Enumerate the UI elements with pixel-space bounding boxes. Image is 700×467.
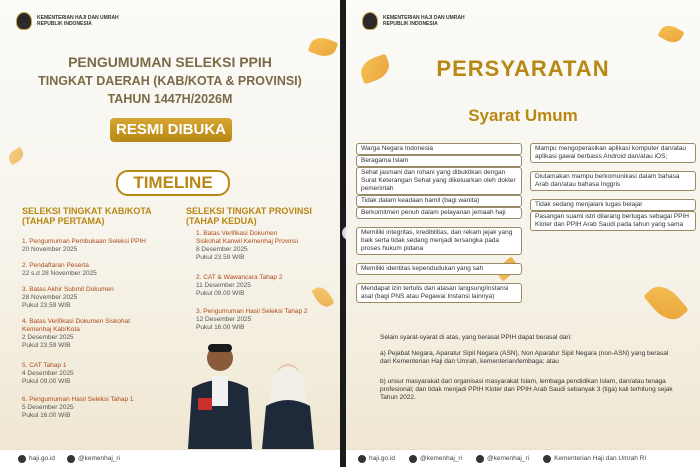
additional-point-b: b) unsur masyarakat dari organisasi masyarakat Islam, lembaga pendidikan Islam, dan/atau tenaga profesional; dan tidak menjadi PPIH Kloter dan PPIH Arab Saudi sebanyak 3 (tiga) kali terhitung sejak Tahun 2022. <box>380 378 673 401</box>
requirements-panel <box>346 0 700 467</box>
footer-bar <box>0 449 340 467</box>
youtube-channel[interactable]: Kementerian Haji dan Umrah RI <box>543 455 646 463</box>
website-link[interactable]: haji.go.id <box>358 455 395 463</box>
ministry-emblem-icon <box>362 12 378 30</box>
ministry-header <box>16 12 119 30</box>
list-item: 5. CAT Tahap 1 4 Desember 2025 Pukul 09.00 WIB <box>22 362 74 385</box>
ministry-country: REPUBLIK INDONESIA <box>37 21 92 27</box>
requirement-item: Warga Negara Indonesia <box>356 143 522 155</box>
instagram-icon <box>67 455 75 463</box>
open-badge: RESMI DIBUKA <box>110 118 232 142</box>
leaf-decoration <box>311 284 334 310</box>
list-item: 3. Pengumuman Hasil Seleksi Tahap 2 12 Desember 2025 Pukul 16.00 WIB <box>196 308 308 331</box>
announcement-panel <box>0 0 340 467</box>
globe-icon <box>18 455 26 463</box>
requirement-item: Tidak dalam keadaan hamil (bagi wanita) <box>356 195 522 207</box>
announcement-year: TAHUN 1447H/2026M <box>107 92 233 106</box>
requirement-item: Tidak sedang menjalani tugas belajar <box>530 199 696 211</box>
leaf-decoration <box>643 279 689 326</box>
list-item: 6. Pengumuman Hasil Seleksi Tahap 1 5 Desember 2025 Pukul 16.00 WIB <box>22 396 134 419</box>
requirement-item: Beragama Islam <box>356 155 522 167</box>
social-handle[interactable]: @kemenhaj_ri <box>409 455 462 463</box>
requirement-item: Berkomitmen penuh dalam pelayanan jemaah haji <box>356 207 522 219</box>
youtube-icon <box>543 455 551 463</box>
announcement-title: PENGUMUMAN SELEKSI PPIH <box>68 54 272 70</box>
stage2-heading: SELEKSI TINGKAT PROVINSI (TAHAP KEDUA) <box>186 206 312 226</box>
instagram-icon <box>409 455 417 463</box>
ministry-emblem-icon <box>16 12 32 30</box>
general-requirements-heading: Syarat Umum <box>468 106 578 125</box>
list-item: 2. Pendaftaran Peserta 22 s.d 28 November 2025 <box>22 262 97 277</box>
ministry-name: KEMENTERIAN HAJI DAN UMRAH <box>37 15 119 21</box>
leaf-decoration <box>657 22 684 47</box>
requirement-item: Memiliki identitas kependudukan yang sah <box>356 263 522 275</box>
requirement-item: Pasangan suami istri dilarang bertugas sebagai PPIH Kloter dan PPIH Arab Saudi pada tahun yang sama <box>530 211 696 231</box>
tiktok-icon <box>476 455 484 463</box>
announcement-subtitle: TINGKAT DAERAH (KAB/KOTA & PROVINSI) <box>38 74 302 88</box>
social-handle[interactable]: @kemenhaj_ri <box>67 455 120 463</box>
requirements-title: PERSYARATAN <box>436 56 610 81</box>
officers-photo <box>178 336 328 449</box>
additional-point-a: a) Pejabat Negara, Aparatur Sipil Negara (ASN), Non Aparatur Sipil Negara (non-ASN) yang berasal dari Kementerian Haji dan Umrah, kementerian/lembaga; atau <box>380 350 669 365</box>
ministry-header <box>362 12 465 30</box>
social-handle-2[interactable]: @kemenhaj_ri <box>476 455 529 463</box>
list-item: 3. Batas Akhir Submit Dokumen 28 November 2025 Pukul 23.59 WIB <box>22 286 114 309</box>
globe-icon <box>358 455 366 463</box>
requirement-item: Memiliki integritas, kredibilitas, dan rekam jejak yang baik serta tidak sedang menjadi tersangka pada proses hukum pidana <box>356 227 522 255</box>
ministry-country: REPUBLIK INDONESIA <box>383 21 438 27</box>
list-item: 1. Pengumuman Pembukaan Seleksi PPIH 20 November 2025 <box>22 238 146 253</box>
leaf-decoration <box>6 147 26 165</box>
ministry-name: KEMENTERIAN HAJI DAN UMRAH <box>383 15 465 21</box>
list-item: 4. Batas Verifikasi Dokumen Siskohat Kemenhaj Kab/Kota 2 Desember 2025 Pukul 23.59 WIB <box>22 318 131 349</box>
timeline-label: TIMELINE <box>116 170 230 196</box>
requirement-item: Mampu mengoperasikan aplikasi komputer dan/atau aplikasi gawai berbasis Android dan/atau iOS; <box>530 143 696 163</box>
stage1-heading: SELEKSI TINGKAT KAB/KOTA (TAHAP PERTAMA) <box>22 206 152 226</box>
list-item: 1. Batas Verifikasi Dokumen Siskohat Kanwil Kemenhaj Provinsi 8 Desember 2025 Pukul 23.59 WIB <box>196 230 298 261</box>
list-item: 2. CAT & Wawancara Tahap 2 11 Desember 2025 Pukul 09.00 WIB <box>196 274 283 297</box>
requirement-item: Sehat jasmani dan rohani yang dibuktikan dengan Surat Keterangan Sehat yang dikeluarkan oleh dokter pemerintah <box>356 167 522 195</box>
footer-bar <box>346 449 700 467</box>
requirement-item: Mendapat izin tertulis dari atasan langsung/instansi asal (bagi PNS atau Pegawai Instansi lainnya) <box>356 283 522 303</box>
website-link[interactable]: haji.go.id <box>18 455 55 463</box>
requirement-item: Diutamakan mampu berkomunikasi dalam bahasa Arab dan/atau bahasa Inggris <box>530 171 696 191</box>
additional-intro: Selain syarat-syarat di atas, yang berasal PPIH dapat berasal dari: <box>380 334 572 341</box>
